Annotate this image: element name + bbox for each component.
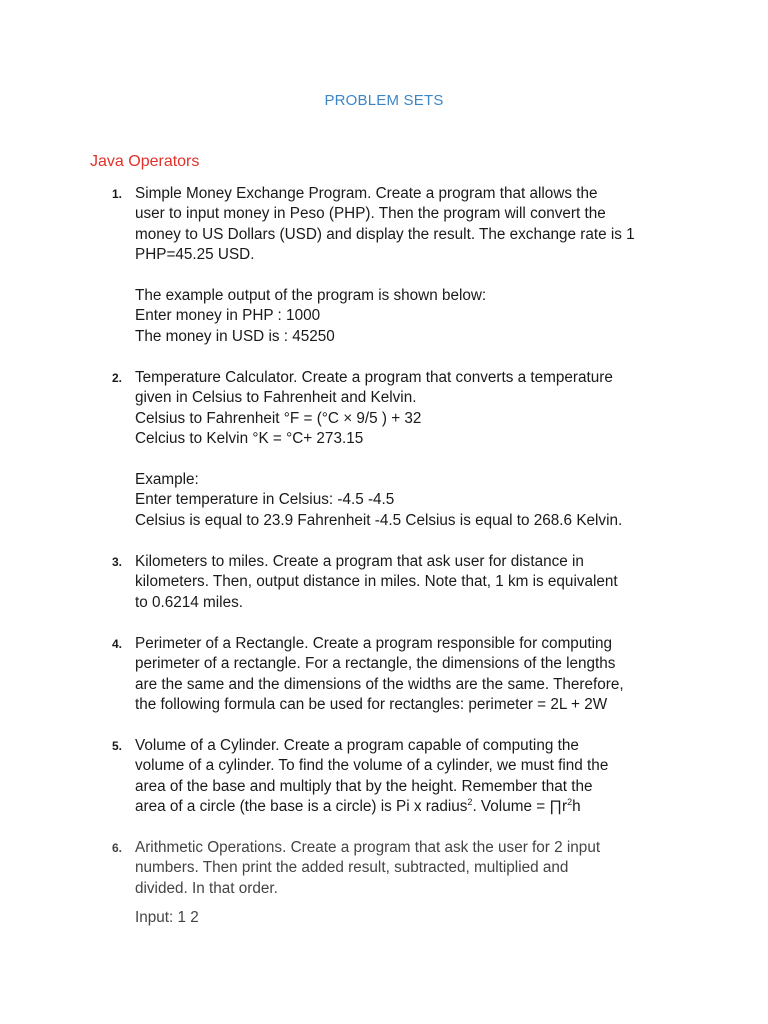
text-line: Arithmetic Operations. Create a program that ask the user for 2 input xyxy=(135,839,601,856)
text-line: Enter money in PHP : 1000 xyxy=(135,307,321,325)
text-line: divided. In that order. xyxy=(135,879,278,897)
text-line: Celsius is equal to 23.9 Fahrenheit -4.5 Celsius is equal to 268.6 Kelvin. xyxy=(135,511,623,529)
text-line: Enter temperature in Celsius: -4.5 -4.5 xyxy=(135,491,395,509)
text-line: are the same and the dimensions of the widths are the same. Therefore, xyxy=(135,675,624,693)
problem-body xyxy=(135,184,685,347)
text-line: Celcius to Kelvin °K = °C+ 273.15 xyxy=(135,430,364,448)
text-line: Celsius to Fahrenheit °F = (°C × 9/5 ) + 32 xyxy=(135,409,422,427)
page-title: PROBLEM SETS xyxy=(324,92,444,109)
text-line: money to US Dollars (USD) and display the result. The exchange rate is 1 xyxy=(135,225,635,243)
text-line: The money in USD is : 45250 xyxy=(135,327,335,345)
section-heading: Java Operators xyxy=(90,153,200,170)
problem-number: 5. xyxy=(112,739,123,753)
text-line: the following formula can be used for rectangles: perimeter = 2L + 2W xyxy=(135,696,608,714)
text-line: Temperature Calculator. Create a program that converts a temperature xyxy=(135,369,613,386)
text-line: Simple Money Exchange Program. Create a program that allows the xyxy=(135,185,598,202)
text-line: user to input money in Peso (PHP). Then the program will convert the xyxy=(135,205,606,223)
problem-body xyxy=(135,552,685,613)
problem-body xyxy=(135,368,685,531)
text-line: numbers. Then print the added result, subtracted, multiplied and xyxy=(135,859,569,877)
text-line: PHP=45.25 USD. xyxy=(135,246,255,264)
text-line: Perimeter of a Rectangle. Create a program responsible for computing xyxy=(135,635,612,652)
text-line: The example output of the program is shown below: xyxy=(135,287,487,305)
text-line: Example: xyxy=(135,471,199,489)
text-line: to 0.6214 miles. xyxy=(135,593,243,611)
problem-number: 6. xyxy=(112,841,123,855)
problem-body xyxy=(135,838,685,899)
problem-number: 1. xyxy=(112,187,123,201)
problem-number: 2. xyxy=(112,371,123,385)
problem-number: 3. xyxy=(112,555,123,569)
text-line: volume of a cylinder. To find the volume of a cylinder, we must find the xyxy=(135,757,609,775)
input-example: Input: 1 2 xyxy=(135,909,199,926)
text-line: given in Celsius to Fahrenheit and Kelvin. xyxy=(135,389,417,407)
text-line: Kilometers to miles. Create a program that ask user for distance in xyxy=(135,553,584,570)
text-line-with-formula: area of a circle (the base is a circle) is Pi x radius$^2$. Volume = $\prod r^2h$ xyxy=(135,797,581,816)
text-line: kilometers. Then, output distance in miles. Note that, 1 km is equivalent xyxy=(135,573,618,591)
text-line: area of the base and multiply that by the height. Remember that the xyxy=(135,777,593,795)
text-line: Volume of a Cylinder. Create a program capable of computing the xyxy=(135,737,579,754)
problem-body xyxy=(135,736,685,818)
problem-number: 4. xyxy=(112,637,123,651)
text-line: perimeter of a rectangle. For a rectangle, the dimensions of the lengths xyxy=(135,655,616,673)
problem-body xyxy=(135,634,685,716)
